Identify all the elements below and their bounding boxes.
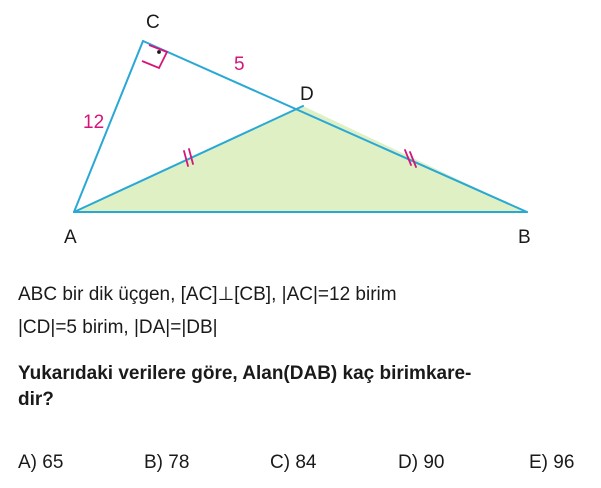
length-label-cd: 5 (234, 54, 245, 75)
given-line-1: ABC bir dik üçgen, [AC]⊥[CB], |AC|=12 birim (18, 284, 397, 305)
option-b[interactable]: B) 78 (144, 452, 190, 473)
question-line-2: dir? (18, 389, 54, 410)
option-d[interactable]: D) 90 (398, 452, 445, 473)
question-line-1: Yukarıdaki verilere göre, Alan(DAB) kaç birimkare- (18, 363, 472, 384)
vertex-label-a: A (64, 227, 77, 248)
vertex-label-c: C (146, 12, 160, 33)
answer-options (18, 452, 593, 478)
vertex-label-b: B (518, 227, 531, 248)
shaded-triangle-dab (74, 106, 527, 212)
vertex-label-d: D (300, 84, 314, 105)
given-line-2: |CD|=5 birim, |DA|=|DB| (18, 317, 218, 338)
option-e[interactable]: E) 96 (529, 452, 575, 473)
question-text (18, 361, 588, 413)
length-label-ac: 12 (83, 112, 105, 133)
right-angle-mark (142, 45, 167, 68)
option-a[interactable]: A) 65 (18, 452, 64, 473)
right-angle-dot (157, 50, 161, 54)
option-c[interactable]: C) 84 (270, 452, 317, 473)
